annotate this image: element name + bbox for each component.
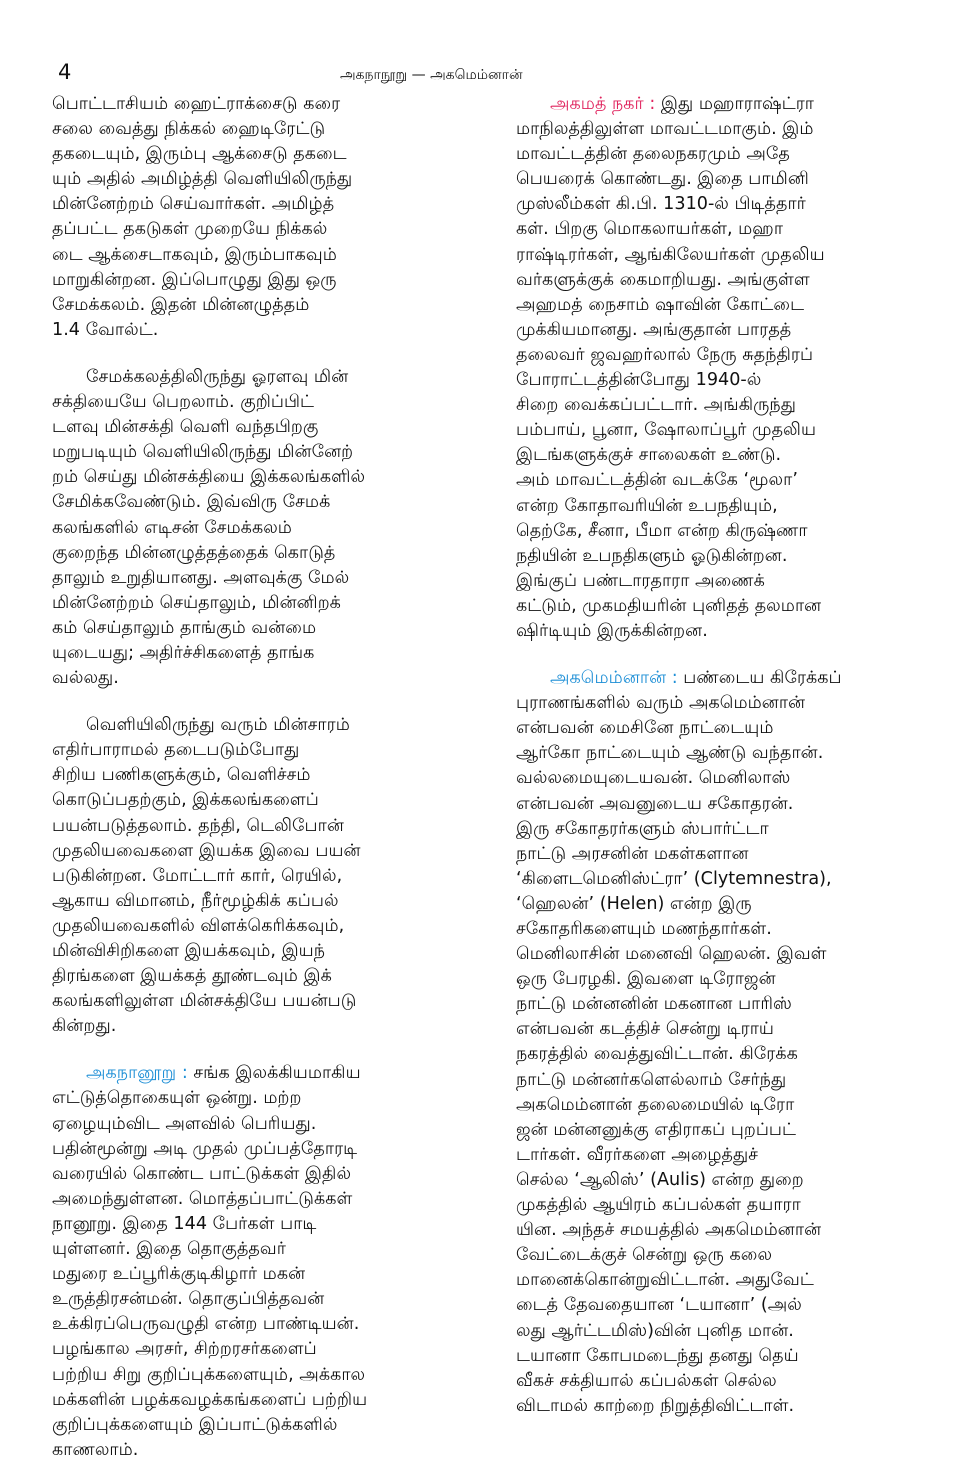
entry-term-agamemnon: அகமெம்னான் : <box>550 668 678 689</box>
text-line: விடாமல் காற்றை நிறுத்திவிட்டாள். <box>516 1395 795 1416</box>
text-line: யுடையது; அதிர்ச்சிகளைத் தாங்க <box>52 642 315 663</box>
text-line: பழங்கால அரசர், சிற்றரசர்களைப் <box>52 1339 317 1360</box>
text-line: மறுபடியும் வெளியிலிருந்து மின்னேற் <box>52 442 354 463</box>
text-line: தாலும் உறுதியானது. அளவுக்கு மேல் <box>52 567 350 588</box>
text-line: சிறிய பணிகளுக்கும், வெளிச்சம் <box>52 765 311 786</box>
text-line: யும் அதில் அமிழ்த்தி வெளியிலிருந்து <box>52 169 353 190</box>
text-line: நாட்டு அரசனின் மகள்களான <box>516 843 749 864</box>
entry-agananuru <box>52 1061 460 1463</box>
text-line: கின்றது. <box>52 1016 117 1037</box>
text-line: சேமக்கலத்திலிருந்து ஓரளவு மின் <box>86 366 349 387</box>
text-line: நாட்டு மன்னனின் மகனான பாரிஸ் <box>516 994 792 1015</box>
text-line: டை ஆக்சைடாகவும், இரும்பாகவும் <box>52 244 337 265</box>
text-line: தப்பட்ட தகடுகள் முறையே நிக்கல் <box>52 219 328 240</box>
text-line: ஆர்கோ நாட்டையும் ஆண்டு வந்தான். <box>516 743 824 764</box>
text-line: வர்களுக்குக் கைமாறியது. அங்குள்ள <box>516 269 810 290</box>
text-line: சேமக்கலம். இதன் மின்னழுத்தம் <box>52 294 310 315</box>
text-line: என்பவன் கடத்திச் சென்று டிராய் <box>516 1019 775 1040</box>
text-line: குறைந்த மின்னழுத்தத்தைக் கொடுத் <box>52 542 336 563</box>
text-line: சிறை வைக்கப்பட்டார். அங்கிருந்து <box>516 395 796 416</box>
text-line: வெளியிலிருந்து வரும் மின்சாரம் <box>86 715 350 736</box>
left-column <box>52 92 460 1463</box>
text-line: 1.4 வோல்ட். <box>52 319 159 340</box>
paragraph-uses <box>52 713 460 1039</box>
text-line: முதலியவைகளை இயக்க இவை பயன் <box>52 840 361 861</box>
text-line: எதிர்பாராமல் தடைபடும்போது <box>52 740 300 761</box>
text-line: மானைக்கொன்றுவிட்டான். அதுவேட் <box>516 1270 814 1291</box>
entry-first-line: இது மஹாராஷ்ட்ரா <box>655 94 815 114</box>
text-line: டளவு மின்சக்தி வெளி வந்தபிறகு <box>52 417 319 438</box>
text-line: பயன்படுத்தலாம். தந்தி, டெலிபோன் <box>52 815 344 836</box>
page-number: 4 <box>58 60 72 84</box>
text-line: ஆகாய விமானம், நீர்மூழ்கிக் கப்பல் <box>52 890 339 911</box>
text-line: என்பவன் மைசினே நாட்டையும் <box>516 718 774 739</box>
text-line: மக்களின் பழக்கவழக்கங்களைப் பற்றிய <box>52 1389 368 1410</box>
text-line: திரங்களை இயக்கத் தூண்டவும் இக் <box>52 966 332 987</box>
text-line: உக்கிரப்பெருவழுதி என்ற பாண்டியன். <box>52 1314 360 1335</box>
text-line: கலங்களில் எடிசன் சேமக்கலம் <box>52 517 292 538</box>
text-line: படுகின்றன. மோட்டார் கார், ரெயில், <box>52 865 343 886</box>
text-line: என்ற கோதாவரியின் உபநதியும், <box>516 495 778 516</box>
text-line: பதின்மூன்று அடி முதல் முப்பத்தோரடி <box>52 1138 358 1159</box>
text-line: வரையில் கொண்ட பாட்டுக்கள் இதில் <box>52 1163 352 1184</box>
text-line: சலை வைத்து நிக்கல் ஹைடிரேட்டு <box>52 119 326 140</box>
text-line: இங்குப் பண்டாரதாரா அணைக் <box>516 570 765 591</box>
text-line: மின்விசிறிகளை இயக்கவும், இயந் <box>52 941 326 961</box>
text-line: வீகச் சக்தியால் கப்பல்கள் செல்ல <box>516 1370 777 1391</box>
text-line: ‘கிளைடமெனிஸ்ட்ரா’ (Clytemnestra), <box>516 868 832 889</box>
text-line: பம்பாய், பூனா, ஷோலாப்பூர் முதலிய <box>516 420 817 441</box>
text-line: அகமெம்னான் தலைமையில் டிரோ <box>516 1094 795 1115</box>
text-line: இரு சகோதரர்களும் ஸ்பார்ட்டா <box>516 818 769 839</box>
text-line: முதலியவைகளில் விளக்கெரிக்கவும், <box>52 915 345 936</box>
text-line: செல்ல ‘ஆலிஸ்’ (Aulis) என்ற துறை <box>516 1169 804 1190</box>
text-line: மதுரை உப்பூரிக்குடிகிழார் மகன் <box>52 1264 306 1285</box>
text-line: குறிப்புக்களையும் இப்பாட்டுக்களில் <box>52 1414 338 1435</box>
text-line: சகோதரிகளையும் மணந்தார்கள். <box>516 919 772 939</box>
text-line: சேமிக்கவேண்டும். இவ்விரு சேமக் <box>52 492 331 513</box>
text-line: டைத் தேவதையான ‘டயானா’ (அல் <box>516 1295 802 1316</box>
text-line: ‘ஹெலன்’ (Helen) என்ற இரு <box>516 893 752 914</box>
text-line: தெற்கே, சீனா, பீமா என்ற கிருஷ்ணா <box>516 520 808 541</box>
text-line: முகத்தில் ஆயிரம் கப்பல்கள் தயாரா <box>516 1195 801 1216</box>
text-line: கட்டும், முகமதியரின் புனிதத் தலமான <box>516 595 822 616</box>
text-line: முஸ்லீம்கள் கி.பி. 1310-ல் பிடித்தார் <box>516 194 806 215</box>
text-line: நகரத்தில் வைத்துவிட்டான். கிரேக்க <box>516 1044 798 1065</box>
text-line: சக்தியையே பெறலாம். குறிப்பிட் <box>52 392 315 413</box>
text-line: லது ஆர்ட்டமிஸ்)வின் புனித மான். <box>516 1320 794 1341</box>
text-line: புராணங்களில் வரும் அகமெம்னான் <box>516 693 806 714</box>
text-line: அஹமத் நைசாம் ஷாவின் கோட்டை <box>516 294 805 315</box>
text-line: மின்னேற்றம் செய்தாலும், மின்னிறக் <box>52 592 341 613</box>
text-line: மின்னேற்றம் செய்வார்கள். அமிழ்த் <box>52 194 335 215</box>
text-line: தலைவர் ஜவஹர்லால் நேரு சுதந்திரப் <box>516 344 814 365</box>
text-line: மெனிலாசின் மனைவி ஹெலன். இவள் <box>516 944 827 965</box>
text-line: பெயரைக் கொண்டது. இதை பாமினி <box>516 169 809 190</box>
text-line: யின. அந்தச் சமயத்தில் அகமெம்னான் <box>516 1220 822 1241</box>
text-line: வேட்டைக்குச் சென்று ஒரு கலை <box>516 1245 773 1266</box>
text-line: அம் மாவட்டத்தின் வடக்கே ‘மூலா’ <box>516 470 798 491</box>
text-line: தகடையும், இரும்பு ஆக்சைடு தகடை <box>52 144 347 165</box>
entry-first-line: சங்க இலக்கியமாகிய <box>187 1063 361 1084</box>
paragraph-storage-cell <box>52 365 460 691</box>
text-line: றம் செய்து மின்சக்தியை இக்கலங்களில் <box>52 467 366 488</box>
text-line: என்பவன் அவனுடைய சகோதரன். <box>516 793 794 814</box>
entry-term-ahmednagar: அகமத் நகர் : <box>550 94 656 114</box>
text-line: கொடுப்பதற்கும், இக்கலங்களைப் <box>52 790 319 811</box>
text-line: ஜன் மன்னனுக்கு எதிராகப் புறப்பட் <box>516 1119 797 1140</box>
text-line: டார்கள். வீரர்களை அழைத்துச் <box>516 1144 759 1165</box>
text-line: கலங்களிலுள்ள மின்சக்தியே பயன்படு <box>52 991 357 1012</box>
text-line: யுள்ளனர். இதை தொகுத்தவர் <box>52 1239 286 1260</box>
text-line: எட்டுத்தொகையுள் ஒன்று. மற்ற <box>52 1088 302 1109</box>
text-line: மாவட்டத்தின் தலைநகரமும் அதே <box>516 144 790 165</box>
text-line: அமைந்துள்ளன. மொத்தப்பாட்டுக்கள் <box>52 1188 353 1209</box>
text-line: ஷிர்டியும் இருக்கின்றன. <box>516 620 708 641</box>
text-line: காணலாம். <box>52 1439 139 1460</box>
entry-term-agananuru: அகநானூறு : <box>86 1063 188 1084</box>
entry-agamemnon <box>516 666 934 1419</box>
text-line: போராட்டத்தின்போது 1940-ல் <box>516 370 762 391</box>
text-line: கள். பிறகு மொகலாயர்கள், மஹா <box>516 219 784 240</box>
text-line: ஏழையும்விட அளவில் பெரியது. <box>52 1113 317 1134</box>
text-line: கம் செய்தாலும் தாங்கும் வன்மை <box>52 617 317 638</box>
entry-ahmednagar <box>516 92 934 644</box>
text-line: நாட்டு மன்னர்களெல்லாம் சேர்ந்து <box>516 1069 787 1090</box>
running-head: அகநாநூறு — அகமெம்னான் <box>340 67 523 83</box>
text-line: மாநிலத்திலுள்ள மாவட்டமாகும். இம் <box>516 119 814 140</box>
text-line: முக்கியமானது. அங்குதான் பாரதத் <box>516 319 792 340</box>
text-line: நானூறு. இதை 144 பேர்கள் பாடி <box>52 1213 317 1234</box>
text-line: நதியின் உபநதிகளும் ஓடுகின்றன. <box>516 545 788 566</box>
text-line: வல்லமையுடையவன். மெனிலாஸ் <box>516 768 791 789</box>
paragraph-battery-cont <box>52 92 460 343</box>
text-line: மாறுகின்றன. இப்பொழுது இது ஒரு <box>52 269 337 290</box>
text-line: ராஷ்டிரர்கள், ஆங்கிலேயர்கள் முதலிய <box>516 244 825 265</box>
text-line: பற்றிய சிறு குறிப்புக்களையும், அக்கால <box>52 1364 366 1385</box>
text-line: ஒரு பேரழகி. இவளை டிரோஜன் <box>516 969 776 990</box>
text-line: உருத்திரசன்மன். தொகுப்பித்தவன் <box>52 1289 325 1310</box>
right-column <box>516 92 934 1419</box>
text-line: டயானா கோபமடைந்து தனது தெய் <box>516 1345 799 1366</box>
text-line: பொட்டாசியம் ஹைட்ராக்சைடு கரை <box>52 94 341 114</box>
text-line: வல்லது. <box>52 668 119 689</box>
text-line: இடங்களுக்குச் சாலைகள் உண்டு. <box>516 445 782 466</box>
entry-first-line: பண்டைய கிரேக்கப் <box>677 668 842 689</box>
